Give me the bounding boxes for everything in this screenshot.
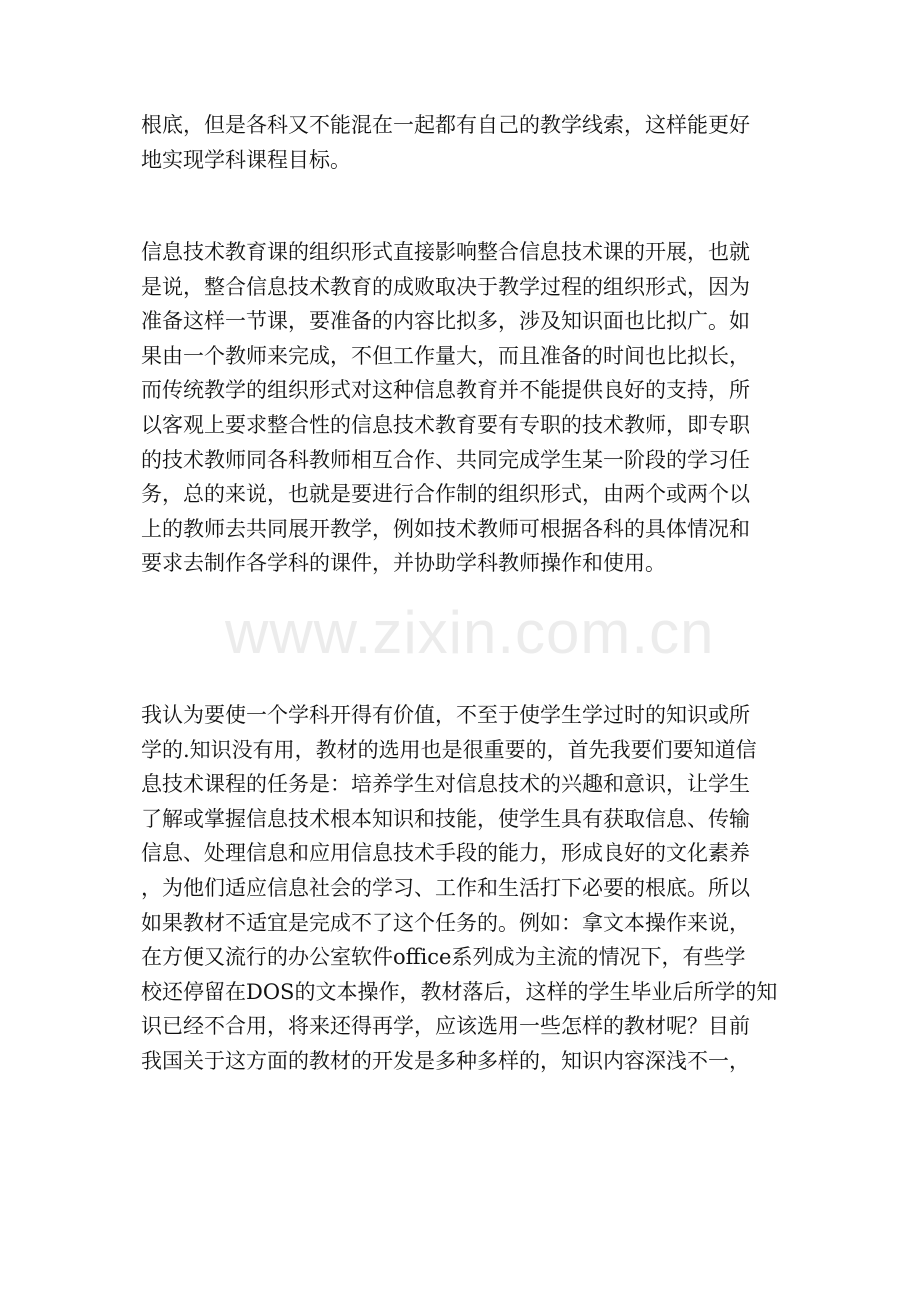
text-line: 我认为要使一个学科开得有价值，不至于使学生学过时的知识或所 xyxy=(141,703,750,727)
text-line: 地实现学科课程目标。 xyxy=(141,147,351,172)
text-line: 学的.知识没有用，教材的选用也是很重要的，首先我要们要知道信 xyxy=(141,737,757,762)
watermark: www.zixin.com.cn xyxy=(225,599,715,666)
paragraph-1 xyxy=(141,108,750,177)
paragraph-2 xyxy=(141,235,750,581)
text-line: 了解或掌握信息技术根本知识和技能，使学生具有获取信息、传输 xyxy=(141,806,750,831)
text-line: 如果教材不适宜是完成不了这个任务的。例如：拿文本操作来说， xyxy=(141,910,750,935)
text-line: ，为他们适应信息社会的学习、工作和生活打下必要的根底。所以 xyxy=(141,875,750,900)
text-line: 准备这样一节课，要准备的内容比拟多，涉及知识面也比拟广。如 xyxy=(141,309,750,334)
text-line: 识已经不合用，将来还得再学，应该选用一些怎样的教材呢？目前 xyxy=(141,1014,750,1039)
text-line: 以客观上要求整合性的信息技术教育要有专职的技术教师，即专职 xyxy=(141,412,750,437)
text-line: 要求去制作各学科的课件，并协助学科教师操作和使用。 xyxy=(141,551,666,576)
text-line: 信息、处理信息和应用信息技术手段的能力，形成良好的文化素养 xyxy=(141,841,750,866)
text-line: 我国关于这方面的教材的开发是多种多样的，知识内容深浅不一， xyxy=(141,1048,750,1073)
text-line: 根底，但是各科又不能混在一起都有自己的教学线索，这样能更好 xyxy=(141,113,750,137)
text-line: 果由一个教师来完成，不但工作量大，而且准备的时间也比拟长， xyxy=(141,343,750,368)
text-line: 上的教师去共同展开教学，例如技术教师可根据各科的具体情况和 xyxy=(141,516,750,541)
text-line: 信息技术教育课的组织形式直接影响整合信息技术课的开展，也就 xyxy=(141,240,750,264)
text-line: 息技术课程的任务是：培养学生对信息技术的兴趣和意识，让学生 xyxy=(141,772,750,797)
text-line: 务，总的来说，也就是要进行合作制的组织形式，由两个或两个以 xyxy=(141,482,750,507)
text-line: 校还停留在DOS的文本操作，教材落后，这样的学生毕业后所学的知 xyxy=(141,979,778,1004)
text-line: 是说，整合信息技术教育的成败取决于教学过程的组织形式，因为 xyxy=(141,274,750,299)
text-line: 而传统教学的组织形式对这种信息教育并不能提供良好的支持，所 xyxy=(141,378,750,403)
text-line: 的技术教师同各科教师相互合作、共同完成学生某一阶段的学习任 xyxy=(141,447,750,472)
text-line: 在方便又流行的办公室软件office系列成为主流的情况下，有些学 xyxy=(141,945,746,970)
paragraph-3 xyxy=(141,698,777,1079)
